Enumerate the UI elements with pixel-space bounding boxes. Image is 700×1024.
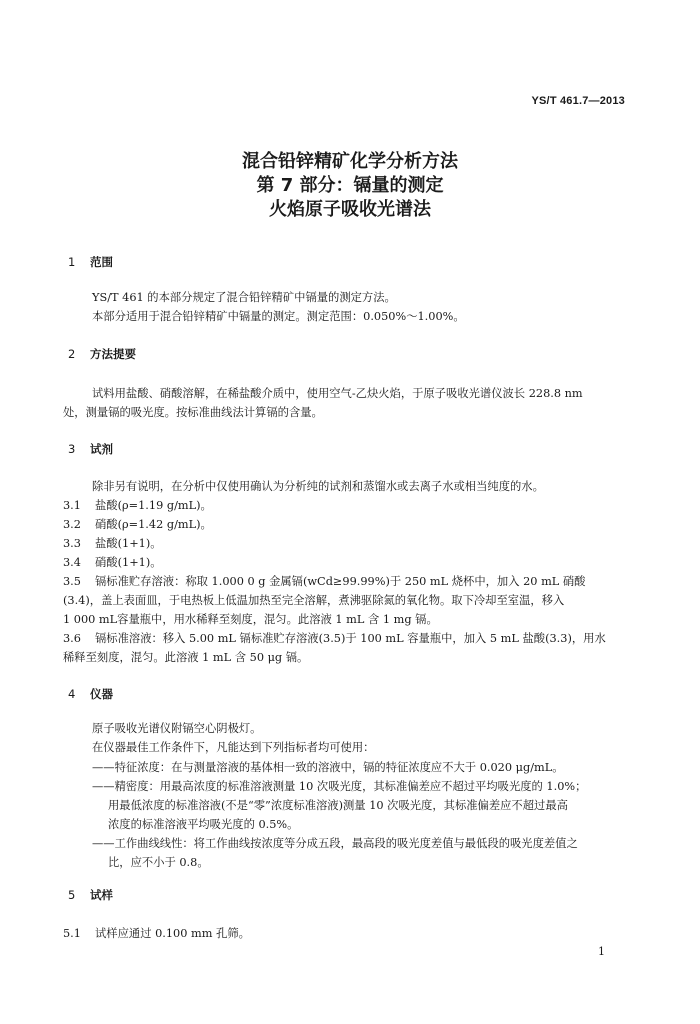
clause-number: 3.1 <box>63 499 81 512</box>
clause-3-5-cont-2: 1 000 mL容量瓶中，用水稀释至刻度，混匀。此溶液 1 mL 含 1 mg 镉。 <box>63 613 438 626</box>
section-1-heading <box>68 254 113 270</box>
section-3-intro: 除非另有说明，在分析中仅使用确认为分析纯的试剂和蒸馏水或去离子水或相当纯度的水。 <box>92 480 544 493</box>
standard-number: YS/T 461.7—2013 <box>531 95 625 107</box>
clause-3-2 <box>63 515 212 534</box>
clause-text: 硝酸(1+1)。 <box>95 556 162 569</box>
title-line-2: 第 7 部分：镉量的测定 <box>256 175 444 196</box>
spec-precision-cont-2: 浓度的标准溶液平均吸光度的 0.5%。 <box>108 818 299 831</box>
spec-char-concentration: ——特征浓度：在与测量溶液的基体相一致的溶液中，镉的特征浓度应不大于 0.020 μg/mL。 <box>92 761 564 774</box>
clause-text: 镉标准贮存溶液：称取 1.000 0 g 金属镉(wCd≥99.99%)于 250 mL 烧杯中，加入 20 mL 硝酸 <box>95 575 586 588</box>
section-1-para-1: YS/T 461 的本部分规定了混合铅锌精矿中镉量的测定方法。 <box>92 291 396 304</box>
section-title: 试样 <box>90 888 113 902</box>
clause-number: 3.4 <box>63 556 81 569</box>
clause-text: 硝酸(ρ=1.42 g/mL)。 <box>95 518 212 531</box>
section-3-heading <box>68 441 113 457</box>
section-2-heading <box>68 346 136 362</box>
section-5-heading <box>68 887 113 903</box>
spec-precision-cont-1: 用最低浓度的标准溶液(不是“零”浓度标准溶液)测量 10 次吸光度，其标准偏差应不超过最高 <box>108 799 568 812</box>
clause-number: 3.3 <box>63 537 81 550</box>
clause-number: 5.1 <box>63 927 81 940</box>
section-number: 3 <box>68 442 76 456</box>
spec-linearity-cont: 比，应不小于 0.8。 <box>108 856 209 869</box>
title-line-1: 混合铅锌精矿化学分析方法 <box>242 151 458 172</box>
clause-3-6 <box>63 629 606 648</box>
section-4-para-2: 在仪器最佳工作条件下，凡能达到下列指标者均可使用： <box>92 741 375 754</box>
section-number: 5 <box>68 888 76 902</box>
clause-text: 试样应通过 0.100 mm 孔筛。 <box>95 927 250 940</box>
clause-number: 3.6 <box>63 632 81 645</box>
clause-text: 盐酸(1+1)。 <box>95 537 162 550</box>
section-2-para-1: 试料用盐酸、硝酸溶解，在稀盐酸介质中，使用空气-乙炔火焰，于原子吸收光谱仪波长 228.8 nm <box>92 387 583 400</box>
clause-number: 3.5 <box>63 575 81 588</box>
section-number: 2 <box>68 347 76 361</box>
clause-3-4 <box>63 553 162 572</box>
document-title <box>0 150 700 222</box>
section-title: 试剂 <box>90 442 113 456</box>
clause-3-6-cont-1: 稀释至刻度，混匀。此溶液 1 mL 含 50 μg 镉。 <box>63 651 309 664</box>
clause-3-5-cont-1: (3.4)，盖上表面皿，于电热板上低温加热至完全溶解，煮沸驱除氮的氧化物。取下冷却至室温，移入 <box>63 594 565 607</box>
clause-5-1 <box>63 924 250 943</box>
title-line-3: 火焰原子吸收光谱法 <box>269 199 431 220</box>
section-number: 1 <box>68 255 76 269</box>
clause-number: 3.2 <box>63 518 81 531</box>
clause-text: 镉标准溶液：移入 5.00 mL 镉标准贮存溶液(3.5)于 100 mL 容量瓶中，加入 5 mL 盐酸(3.3)，用水 <box>95 632 606 645</box>
clause-3-3 <box>63 534 162 553</box>
section-4-heading <box>68 686 113 702</box>
spec-precision: ——精密度：用最高浓度的标准溶液测量 10 次吸光度，其标准偏差应不超过平均吸光度的 1.0%； <box>92 780 587 793</box>
section-title: 范围 <box>90 255 113 269</box>
section-1-para-2: 本部分适用于混合铅锌精矿中镉量的测定。测定范围：0.050%～1.00%。 <box>92 310 465 323</box>
section-4-para-1: 原子吸收光谱仪附镉空心阴极灯。 <box>92 722 262 735</box>
section-title: 仪器 <box>90 687 113 701</box>
section-title: 方法提要 <box>90 347 136 361</box>
section-2-para-2: 处，测量镉的吸光度。按标准曲线法计算镉的含量。 <box>63 406 323 419</box>
clause-3-1 <box>63 496 212 515</box>
section-number: 4 <box>68 687 76 701</box>
page-number: 1 <box>598 945 605 958</box>
clause-3-5 <box>63 572 585 591</box>
spec-linearity: ——工作曲线线性：将工作曲线按浓度等分成五段，最高段的吸光度差值与最低段的吸光度差值之 <box>92 837 578 850</box>
clause-text: 盐酸(ρ=1.19 g/mL)。 <box>95 499 212 512</box>
